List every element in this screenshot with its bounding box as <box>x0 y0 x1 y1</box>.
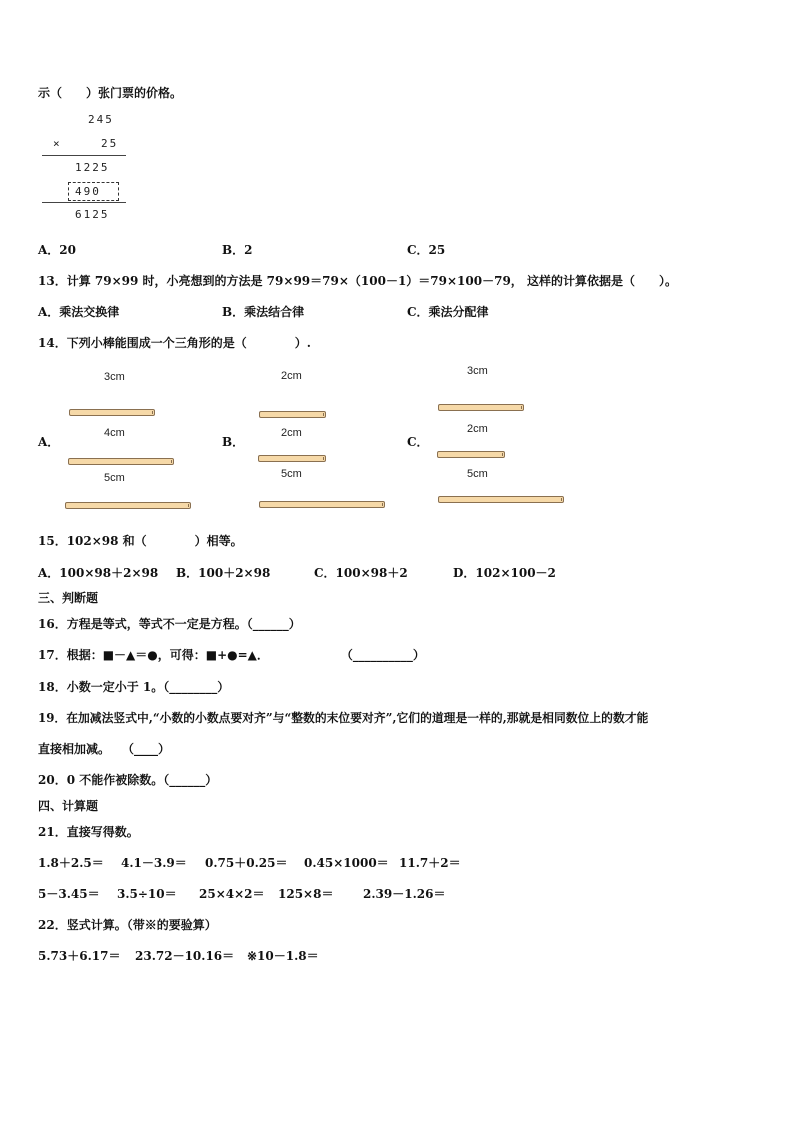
q15-option-c: C．100×98＋2 <box>314 566 408 580</box>
stick <box>65 502 191 509</box>
intro-line: 示（ ）张门票的价格。 <box>38 86 183 100</box>
q21-item: 1.8＋2.5＝ <box>38 856 104 870</box>
q21-item: 2.39－1.26＝ <box>363 887 446 901</box>
stick-label: 2cm <box>467 423 488 435</box>
calc-row-2: 25 <box>101 137 119 150</box>
stick <box>258 455 326 462</box>
calc-divider-1 <box>42 155 126 156</box>
q21-item: 5－3.45＝ <box>38 887 100 901</box>
q19-text-line2: 直接相加减。 （____） <box>38 742 171 756</box>
q22-item: 5.73＋6.17＝ <box>38 949 121 963</box>
q14-option-a-letter: A． <box>38 435 60 449</box>
q21-item: 3.5÷10＝ <box>117 887 177 901</box>
q14-option-b-letter: B． <box>222 435 245 449</box>
q16-text: 16．方程是等式，等式不一定是方程。（______） <box>38 617 301 631</box>
stick <box>259 411 326 418</box>
stick-label: 3cm <box>104 371 125 383</box>
q19-text-line1: 19．在加减法竖式中,“小数的小数点要对齐”与“整数的末位要对齐”,它们的道理是一样的,那就是相同数位上的数才能 <box>38 711 649 725</box>
q21-item: 0.75＋0.25＝ <box>205 856 288 870</box>
q13-option-a: A．乘法交换律 <box>38 305 120 319</box>
stick-label: 5cm <box>467 468 488 480</box>
q22-text: 22．竖式计算。（带※的要验算） <box>38 918 217 932</box>
calc-divider-2 <box>42 202 126 203</box>
q15-option-d: D．102×100－2 <box>453 566 556 580</box>
stick-label: 2cm <box>281 427 302 439</box>
q14-option-c-letter: C． <box>407 435 429 449</box>
stick <box>259 501 385 508</box>
q18-text: 18．小数一定小于 1。（________） <box>38 680 230 694</box>
section-heading-judge: 三、判断题 <box>38 591 99 605</box>
q21-item: 11.7＋2＝ <box>399 856 461 870</box>
q13-text: 13．计算 79×99 时，小亮想到的方法是 79×99＝79×（100－1）＝79×100－79， 这样的计算依据是（ ）。 <box>38 274 677 288</box>
q13-option-b: B．乘法结合律 <box>222 305 305 319</box>
q12-option-a: A．20 <box>38 243 77 257</box>
q21-item: 25×4×2＝ <box>199 887 265 901</box>
stick-label: 5cm <box>281 468 302 480</box>
stick <box>438 404 524 411</box>
calc-row-1: 245 <box>88 113 114 126</box>
q21-item: 4.1－3.9＝ <box>121 856 187 870</box>
q21-item: 0.45×1000＝ <box>304 856 389 870</box>
q15-text: 15．102×98 和（ ）相等。 <box>38 534 243 548</box>
q12-option-c: C．25 <box>407 243 446 257</box>
q21-item: 125×8＝ <box>278 887 334 901</box>
stick-label: 4cm <box>104 427 125 439</box>
stick <box>437 451 505 458</box>
stick-label: 5cm <box>104 472 125 484</box>
q15-option-b: B．100＋2×98 <box>176 566 271 580</box>
calc-row-3: 1225 <box>75 161 110 174</box>
calc-times-sign: × <box>53 137 62 150</box>
q22-item: ※10－1.8＝ <box>247 949 319 963</box>
section-heading-calc: 四、计算题 <box>38 799 99 813</box>
stick-label: 2cm <box>281 370 302 382</box>
q17-text: 17．根据：■－▲＝●，可得：■+●=▲． （__________） <box>38 648 425 662</box>
stick-label: 3cm <box>467 365 488 377</box>
q12-option-b: B．2 <box>222 243 253 257</box>
calc-row-4: 490 <box>75 185 101 198</box>
q22-item: 23.72－10.16＝ <box>135 949 235 963</box>
q15-option-a: A．100×98＋2×98 <box>38 566 159 580</box>
q13-option-c: C．乘法分配律 <box>407 305 489 319</box>
stick <box>438 496 564 503</box>
q21-text: 21．直接写得数。 <box>38 825 139 839</box>
stick <box>69 409 155 416</box>
q20-text: 20．0 不能作被除数。（______） <box>38 773 218 787</box>
q14-text: 14．下列小棒能围成一个三角形的是（ ）. <box>38 336 311 350</box>
calc-result: 6125 <box>75 208 110 221</box>
stick <box>68 458 174 465</box>
